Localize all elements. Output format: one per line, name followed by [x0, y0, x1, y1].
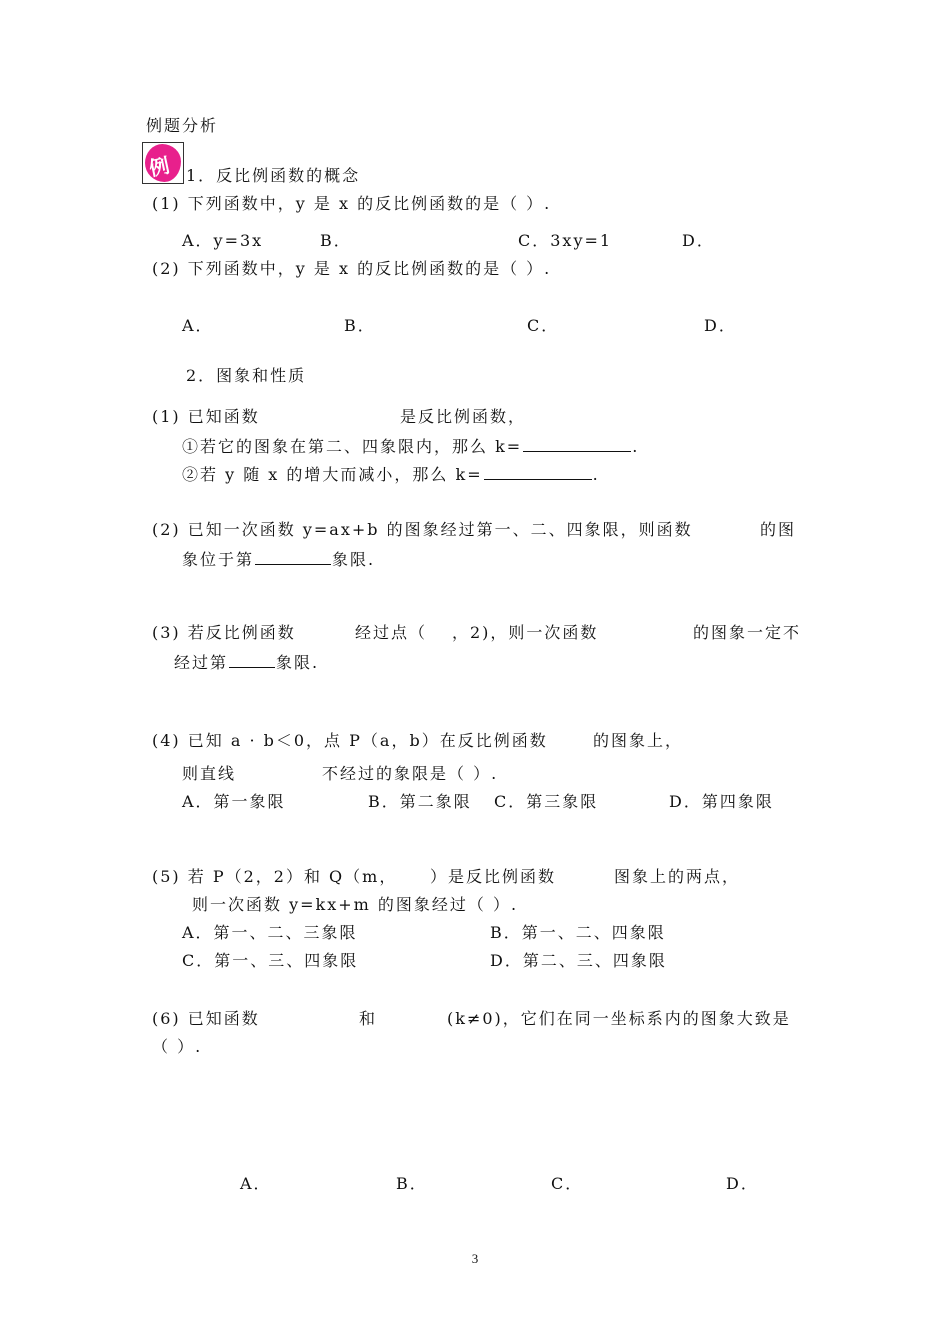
s2-q1-part2: 是反比例函数，	[400, 407, 527, 426]
s1-q2-option-c: C．	[527, 316, 560, 335]
s2-q5-option-d: D．第二、三、四象限	[490, 951, 667, 970]
s2-q6-option-d: D．	[726, 1174, 759, 1193]
example-badge-icon	[142, 142, 184, 184]
s2-q3-line2-suffix: 象限.	[276, 653, 320, 672]
section-heading: 例题分析	[146, 116, 219, 135]
s2-q4-option-a: A．第一象限	[182, 792, 286, 811]
s2-q3-part2: 经过点（	[355, 623, 428, 642]
s2-q4-line2-prefix: 则直线	[182, 764, 237, 783]
s2-q3-line2-prefix: 经过第	[174, 653, 229, 672]
badge-glyph: 例	[147, 153, 172, 181]
page-number: 3	[471, 1251, 479, 1266]
s2-q1-sub2	[182, 463, 600, 485]
s1-q1-option-c: C．3xy=1	[518, 231, 613, 250]
section2-title: 2．图象和性质	[186, 366, 307, 385]
s2-q4-part1: (4) 已知 a · b＜0，点 P（a，b）在反比例函数	[152, 731, 548, 750]
s2-q2-line2-prefix: 象位于第	[182, 550, 255, 569]
s2-q3-part1: (3) 若反比例函数	[152, 623, 296, 642]
answer-blank[interactable]	[255, 548, 331, 565]
s1-q1-option-b: B．	[320, 231, 352, 250]
s2-q3-line2	[174, 651, 319, 673]
s2-q4-option-b: B．第二象限	[368, 792, 472, 811]
s2-q2-line2-suffix: 象限.	[332, 550, 376, 569]
s1-q1-option-a: A．y=3x	[182, 231, 264, 250]
s2-q4-option-c: C．第三象限	[494, 792, 599, 811]
s2-q1-sub2-prefix: ②若 y 随 x 的增大而减小，那么 k=	[182, 465, 483, 484]
s2-q5-option-a: A．第一、二、三象限	[182, 923, 358, 942]
s2-q5-part2: ）是反比例函数	[430, 867, 557, 886]
s2-q5-part1: (5) 若 P（2，2）和 Q（m，	[152, 867, 398, 886]
s2-q3-part3: ，2)，则一次函数	[452, 623, 599, 642]
s2-q2-part1: (2) 已知一次函数 y=ax+b 的图象经过第一、二、四象限，则函数	[152, 520, 693, 539]
s2-q6-option-b: B．	[396, 1174, 428, 1193]
s2-q1-sub1-prefix: ①若它的图象在第二、四象限内，那么 k=	[182, 437, 523, 456]
answer-blank[interactable]	[484, 463, 592, 480]
s2-q2-line2	[182, 548, 375, 570]
section1-title: 1．反比例函数的概念	[186, 166, 361, 185]
s2-q5-option-c: C．第一、三、四象限	[182, 951, 359, 970]
s2-q6-part2: 和	[359, 1009, 378, 1028]
s2-q2-part2: 的图	[760, 520, 797, 539]
s1-q2-option-d: D．	[704, 316, 737, 335]
answer-blank[interactable]	[229, 651, 275, 668]
s2-q4-part2: 的图象上，	[593, 731, 684, 750]
s2-q6-option-a: A．	[240, 1174, 272, 1193]
s1-q1-text: (1) 下列函数中，y 是 x 的反比例函数的是（ ）.	[152, 194, 552, 213]
s1-q2-option-a: A．	[182, 316, 214, 335]
s2-q1-part1: (1) 已知函数	[152, 407, 260, 426]
s2-q1-sub1-suffix: .	[632, 437, 640, 456]
s2-q5-part3: 图象上的两点，	[614, 867, 741, 886]
s1-q2-text: (2) 下列函数中，y 是 x 的反比例函数的是（ ）.	[152, 259, 552, 278]
s2-q4-option-d: D．第四象限	[669, 792, 774, 811]
s2-q1-sub2-suffix: .	[592, 465, 600, 484]
s1-q2-option-b: B．	[344, 316, 376, 335]
s2-q1-sub1	[182, 435, 639, 457]
s2-q6-part1: (6) 已知函数	[152, 1009, 260, 1028]
s2-q3-part4: 的图象一定不	[693, 623, 802, 642]
s2-q5-line2: 则一次函数 y=kx+m 的图象经过（ ）.	[192, 895, 519, 914]
s2-q4-line2-suffix: 不经过的象限是（ ）.	[322, 764, 499, 783]
s2-q5-option-b: B．第一、二、四象限	[490, 923, 666, 942]
s1-q1-option-d: D．	[682, 231, 715, 250]
answer-blank[interactable]	[523, 435, 631, 452]
s2-q6-part3: (k≠0)，它们在同一坐标系内的图象大致是	[447, 1009, 791, 1028]
s2-q6-line2: （ ）.	[152, 1037, 203, 1056]
s2-q6-option-c: C．	[551, 1174, 584, 1193]
